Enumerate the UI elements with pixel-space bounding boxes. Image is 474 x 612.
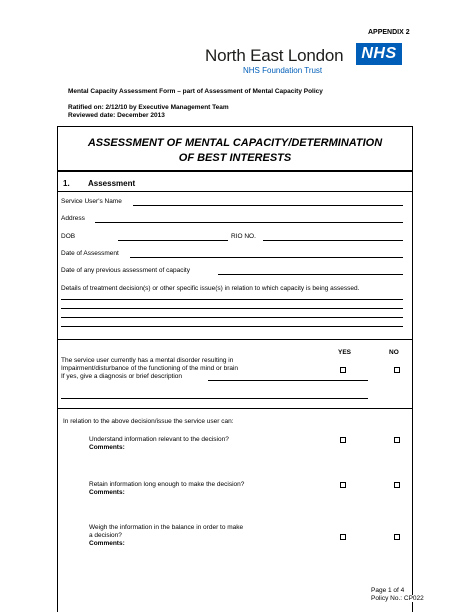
date-previous-label: Date of any previous assessment of capacity [61, 267, 190, 274]
retain-comments-label: Comments: [89, 489, 125, 496]
address-field[interactable] [95, 222, 403, 223]
disorder-no-checkbox[interactable] [394, 367, 400, 373]
weigh-question-line-1: Weigh the information in the balance in order to make [89, 524, 244, 531]
nhs-logo: NHS [356, 43, 402, 65]
understand-question: Understand information relevant to the decision? [89, 436, 229, 443]
title-line-1: ASSESSMENT OF MENTAL CAPACITY/DETERMINATION [87, 137, 383, 149]
weigh-question-line-2: a decision? [89, 532, 122, 539]
dob-label: DOB [61, 233, 76, 240]
disorder-yes-checkbox[interactable] [340, 367, 346, 373]
retain-yes-checkbox[interactable] [340, 482, 346, 488]
weigh-no-checkbox[interactable] [394, 534, 400, 540]
form-subtitle: Mental Capacity Assessment Form – part of Assessment of Mental Capacity Policy [68, 88, 323, 95]
page-number: Page 1 of 4 [371, 587, 405, 594]
date-assessment-field[interactable] [130, 257, 403, 258]
address-label: Address [61, 215, 85, 222]
org-name: North East London [205, 46, 344, 65]
date-assessment-label: Date of Assessment [61, 250, 119, 257]
rio-field[interactable] [263, 240, 403, 241]
dob-field[interactable] [118, 240, 228, 241]
details-line-2[interactable] [61, 308, 403, 309]
diagnosis-field[interactable] [208, 380, 368, 381]
understand-yes-checkbox[interactable] [340, 437, 346, 443]
ratified-line: Ratified on: 2/12/10 by Executive Management Team [68, 104, 229, 111]
section-divider [58, 191, 412, 192]
details-line-3[interactable] [61, 317, 403, 318]
title-line-2: OF BEST INTERESTS [178, 152, 292, 164]
service-user-label: Service User's Name [61, 198, 122, 205]
assessment-form [57, 171, 413, 612]
question-divider [58, 408, 412, 409]
diagnosis-line-2[interactable] [61, 398, 368, 399]
disorder-question-line-1: The service user currently has a mental disorder resulting in [61, 357, 234, 364]
details-line-1[interactable] [61, 299, 403, 300]
section-heading: Assessment [88, 179, 136, 188]
weigh-yes-checkbox[interactable] [340, 534, 346, 540]
no-header: NO [389, 349, 399, 356]
section-number: 1. [63, 179, 70, 188]
details-divider [58, 339, 412, 340]
disorder-question-line-3: If yes, give a diagnosis or brief description [61, 373, 183, 380]
yes-header: YES [338, 349, 352, 356]
abilities-intro: In relation to the above decision/issue the service user can: [63, 418, 234, 425]
understand-comments-label: Comments: [89, 444, 125, 451]
date-previous-field[interactable] [218, 274, 403, 275]
service-user-field[interactable] [133, 205, 403, 206]
disorder-question-line-2: Impairment/disturbance of the functioning of the mind or brain [61, 365, 239, 372]
policy-number: Policy No.: CP022 [371, 595, 424, 602]
appendix-label: APPENDIX 2 [368, 29, 410, 36]
reviewed-line: Reviewed date: December 2013 [68, 112, 165, 119]
details-line-4[interactable] [61, 326, 403, 327]
weigh-comments-label: Comments: [89, 540, 125, 547]
details-label: Details of treatment decision(s) or other specific issue(s) in relation to which capacity is being assessed. [61, 285, 360, 292]
page-title [57, 126, 413, 171]
retain-question: Retain information long enough to make the decision? [89, 481, 245, 488]
understand-no-checkbox[interactable] [394, 437, 400, 443]
rio-label: RIO NO. [231, 233, 256, 240]
retain-no-checkbox[interactable] [394, 482, 400, 488]
org-subtitle: NHS Foundation Trust [243, 66, 323, 75]
